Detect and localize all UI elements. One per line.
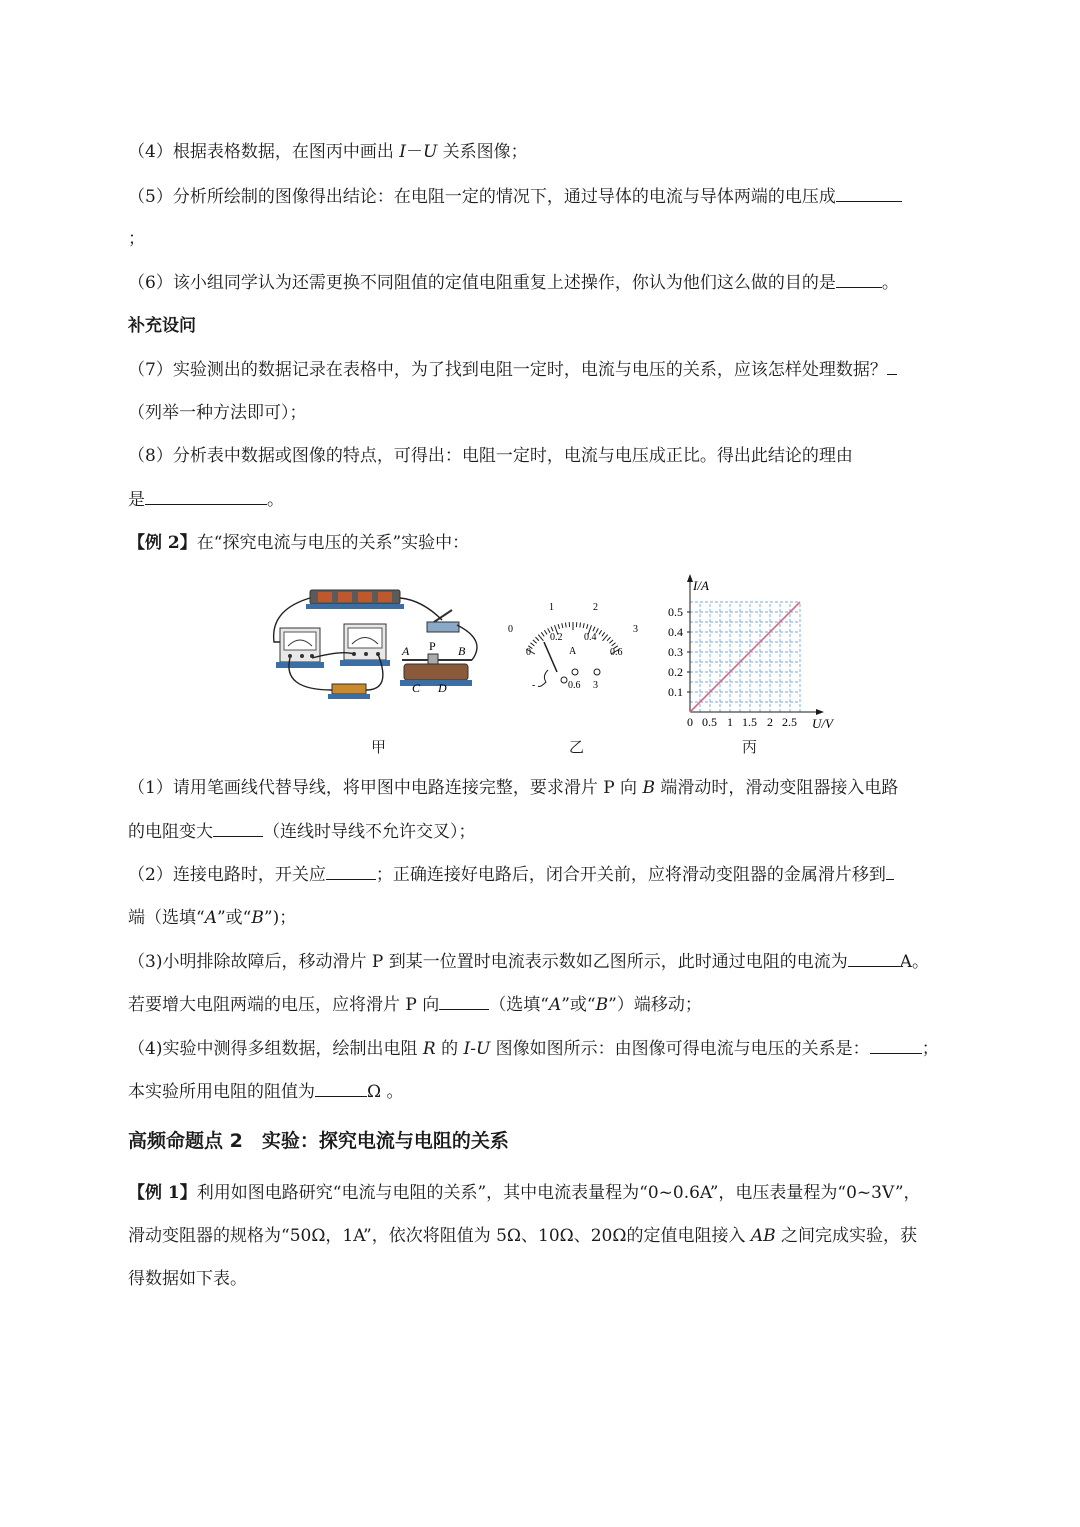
ex1-l3: 得数据如下表。: [128, 1269, 247, 1289]
ex1-text: 利用如图电路研究“电流与电阻的关系”，其中电流表量程为“0~0.6A”，电压表量程为“0~3V”，: [196, 1183, 921, 1203]
caption-jia: 甲: [371, 738, 387, 756]
e4-end: ；: [921, 1039, 939, 1059]
e2-cont-pre: 端（选填“: [128, 908, 205, 928]
y-tick-label: 0.4: [668, 625, 683, 639]
x-tick-label: 2.5: [782, 715, 797, 729]
example2-q4-cont: [128, 1080, 404, 1103]
example-1-line3: [128, 1268, 247, 1290]
dial-tick: [609, 640, 613, 643]
example2-q3-cont: [128, 993, 702, 1016]
figure-jia-circuit: [262, 580, 492, 720]
question-7: [128, 358, 897, 381]
e1-text: （1）请用笔画线代替导线，将甲图中电路连接完整，要求滑片 P 向: [128, 778, 643, 798]
figure-bing-iu-graph: [650, 572, 850, 732]
e1-cont: 的电阻变大: [128, 822, 213, 842]
ammeter-icon: [276, 628, 324, 668]
e4-iu: I-U: [463, 1039, 491, 1059]
dial-tick: [565, 623, 566, 628]
rheostat-label-p: P: [429, 639, 436, 653]
caption-yi: 乙: [569, 738, 585, 756]
y-axis-label: I/A: [693, 578, 709, 593]
example2-q1-cont: [128, 820, 476, 843]
y-tick-label: 0.5: [668, 605, 683, 619]
rheostat-label-a: A: [402, 644, 410, 658]
e1-b: B: [642, 778, 655, 798]
e2-mid: ；正确连接好电路后，闭合开关前，应将滑动变阻器的金属滑片移到: [375, 865, 886, 885]
e2-text: （2）连接电路时，开关应: [128, 865, 326, 885]
q8-text: （8）分析表中数据或图像的特点，可得出：电阻一定时，电流与电压成正比。得出此结论的理由: [128, 446, 853, 466]
example-2: [128, 532, 469, 554]
q8-blank: [145, 488, 267, 505]
q5-blank: [836, 185, 902, 202]
dial-bottom-0: 0: [526, 647, 531, 658]
example2-q2: [128, 863, 894, 886]
ex2-tag: 【例 2】: [128, 533, 197, 553]
ex1-l2-post: 之间完成实验，获: [775, 1226, 918, 1246]
q6-end: 。: [881, 273, 899, 293]
q4-u: U: [422, 142, 438, 162]
y-tick-label: 0.3: [668, 645, 683, 659]
section-2-heading: 高频命题点 2 实验：探究电流与电阻的关系: [128, 1130, 509, 1152]
dial-tick: [607, 637, 610, 641]
series-line-R: [690, 602, 800, 712]
dial-tick: [612, 643, 616, 646]
e4-r: R: [422, 1039, 436, 1059]
switch-icon: [427, 610, 459, 632]
dial-tick: [538, 635, 543, 641]
q8-cont: 是: [128, 490, 145, 510]
x-tick-label: 2: [767, 715, 773, 729]
ex1-l2-pre: 滑动变阻器的规格为“50Ω，1A”，依次将阻值为 5Ω、10Ω、20Ω的定值电阻接入: [128, 1226, 751, 1246]
question-8: [128, 445, 853, 467]
e3-cont-post: ”）端移动；: [608, 995, 702, 1015]
dial-bottom-1: 0.2: [550, 632, 563, 643]
x-tick-label: 1.5: [742, 715, 757, 729]
q4-post: 关系图像；: [437, 142, 528, 162]
dial-tick: [583, 623, 584, 628]
question-5-cont: [128, 228, 145, 250]
e4-post: 图像如图所示：由图像可得电流与电压的关系是：: [490, 1039, 870, 1059]
e2-a: A: [204, 908, 217, 928]
e2-blank-1: [326, 863, 376, 880]
terminal-06: 0.6: [568, 680, 581, 691]
figure-yi-ammeter: [502, 596, 644, 696]
e2-cont-post: ”)；: [263, 908, 297, 928]
dial-tick: [587, 624, 588, 629]
e4-mid: 的: [435, 1039, 464, 1059]
dial-top-3: 3: [633, 624, 638, 635]
question-5: [128, 185, 902, 208]
e2-blank-2: [886, 863, 894, 880]
dial-tick: [533, 640, 537, 643]
q7-cont: （列举一种方法即可）；: [128, 403, 307, 423]
q4-dash: －: [405, 142, 423, 162]
dial-unit: A: [569, 646, 577, 657]
dial-tick: [603, 635, 608, 641]
e4-blank-1: [870, 1037, 922, 1054]
e3-cont-mid: （选填“: [489, 995, 549, 1015]
q5-cont: ；: [128, 229, 145, 249]
y-tick-label: 0.2: [668, 665, 683, 679]
dial-tick: [551, 627, 553, 632]
e4-cont-end: Ω 。: [367, 1082, 404, 1102]
e4-blank-2: [315, 1080, 367, 1097]
question-6: [128, 271, 899, 294]
e2-or: ”或“: [216, 908, 252, 928]
q4-text: （4）根据表格数据，在图丙中画出: [128, 142, 400, 162]
x-tick-label: 0.5: [702, 715, 717, 729]
e1-blank: [213, 820, 263, 837]
e3-cont: 若要增大电阻两端的电压，应将滑片 P 向: [128, 995, 440, 1015]
ex1-tag: 【例 1】: [128, 1183, 197, 1203]
dial-tick: [562, 623, 563, 628]
example2-q3: [128, 950, 929, 973]
e3-a: A: [548, 995, 562, 1015]
x-tick-label: 1: [727, 715, 733, 729]
dial-tick: [535, 637, 538, 641]
dial-tick: [541, 632, 544, 636]
e3-unit: A。: [899, 952, 929, 972]
dial-top-0: 0: [508, 624, 513, 635]
resistor-icon: [328, 684, 370, 699]
example-1-line2: [128, 1225, 917, 1247]
e3-b: B: [595, 995, 609, 1015]
x-tick-label: 0: [687, 715, 693, 729]
dial-tick: [602, 632, 605, 636]
question-7-cont: [128, 402, 307, 424]
dial-top-2: 2: [593, 602, 598, 613]
dial-top-1: 1: [549, 602, 554, 613]
example2-q2-cont: [128, 907, 296, 929]
terminal-neg: -: [532, 680, 536, 691]
e1-cont-post: （连线时导线不允许交叉）；: [263, 822, 476, 842]
ex1-ab: AB: [750, 1226, 776, 1246]
rheostat-label-c: C: [412, 681, 421, 695]
q7-blank: [887, 358, 897, 375]
q7-text: （7）实验测出的数据记录在表格中，为了找到电阻一定时，电流与电压的关系，应该怎样处理数据？: [128, 360, 887, 380]
dial-needle: [544, 642, 557, 672]
q6-blank: [836, 271, 882, 288]
example2-q1: [128, 777, 898, 799]
question-4: [128, 141, 528, 163]
e4-pre: （4)实验中测得多组数据，绘制出电阻: [128, 1039, 423, 1059]
example-1-line1: [128, 1182, 921, 1204]
e3-blank-2: [439, 993, 489, 1010]
rheostat-label-d: D: [438, 681, 447, 695]
dial-tick: [593, 627, 595, 632]
dial-bottom-3: 0.6: [610, 647, 623, 658]
dial-tick: [599, 630, 602, 634]
dial-tick: [530, 643, 534, 646]
ex2-text: 在“探究电流与电压的关系”实验中：: [196, 533, 470, 553]
dial-tick: [580, 623, 581, 628]
q6-text: （6）该小组同学认为还需更换不同阻值的定值电阻重复上述操作，你认为他们这么做的目的是: [128, 273, 836, 293]
caption-bing: 丙: [742, 738, 758, 756]
e3-text: （3)小明排除故障后，移动滑片 P 到某一位置时电流表示数如乙图所示，此时通过电阻的电流为: [128, 952, 848, 972]
rheostat-label-b: B: [458, 644, 466, 658]
e1-post: 端滑动时，滑动变阻器接入电路: [654, 778, 899, 798]
dial-tick: [544, 630, 547, 634]
rheostat-icon: [400, 654, 472, 686]
q8-end: 。: [267, 490, 284, 510]
voltmeter-icon: [340, 624, 390, 666]
e4-cont: 本实验所用电阻的阻值为: [128, 1082, 315, 1102]
e2-b: B: [251, 908, 264, 928]
dial-tick: [558, 624, 559, 629]
supplement-title: 补充设问: [128, 316, 196, 336]
x-axis-label: U/V: [812, 716, 833, 731]
q5-text: （5）分析所绘制的图像得出结论：在电阻一定的情况下，通过导体的电流与导体两端的电压成: [128, 187, 836, 207]
example2-q4: [128, 1037, 939, 1060]
dial-bottom-2: 0.4: [584, 632, 597, 643]
y-tick-label: 0.1: [668, 685, 683, 699]
question-8-cont: [128, 488, 284, 511]
q4-i: I: [399, 142, 406, 162]
e3-blank-1: [848, 950, 900, 967]
terminal-3: 3: [593, 680, 598, 691]
e3-or: ”或“: [561, 995, 596, 1015]
